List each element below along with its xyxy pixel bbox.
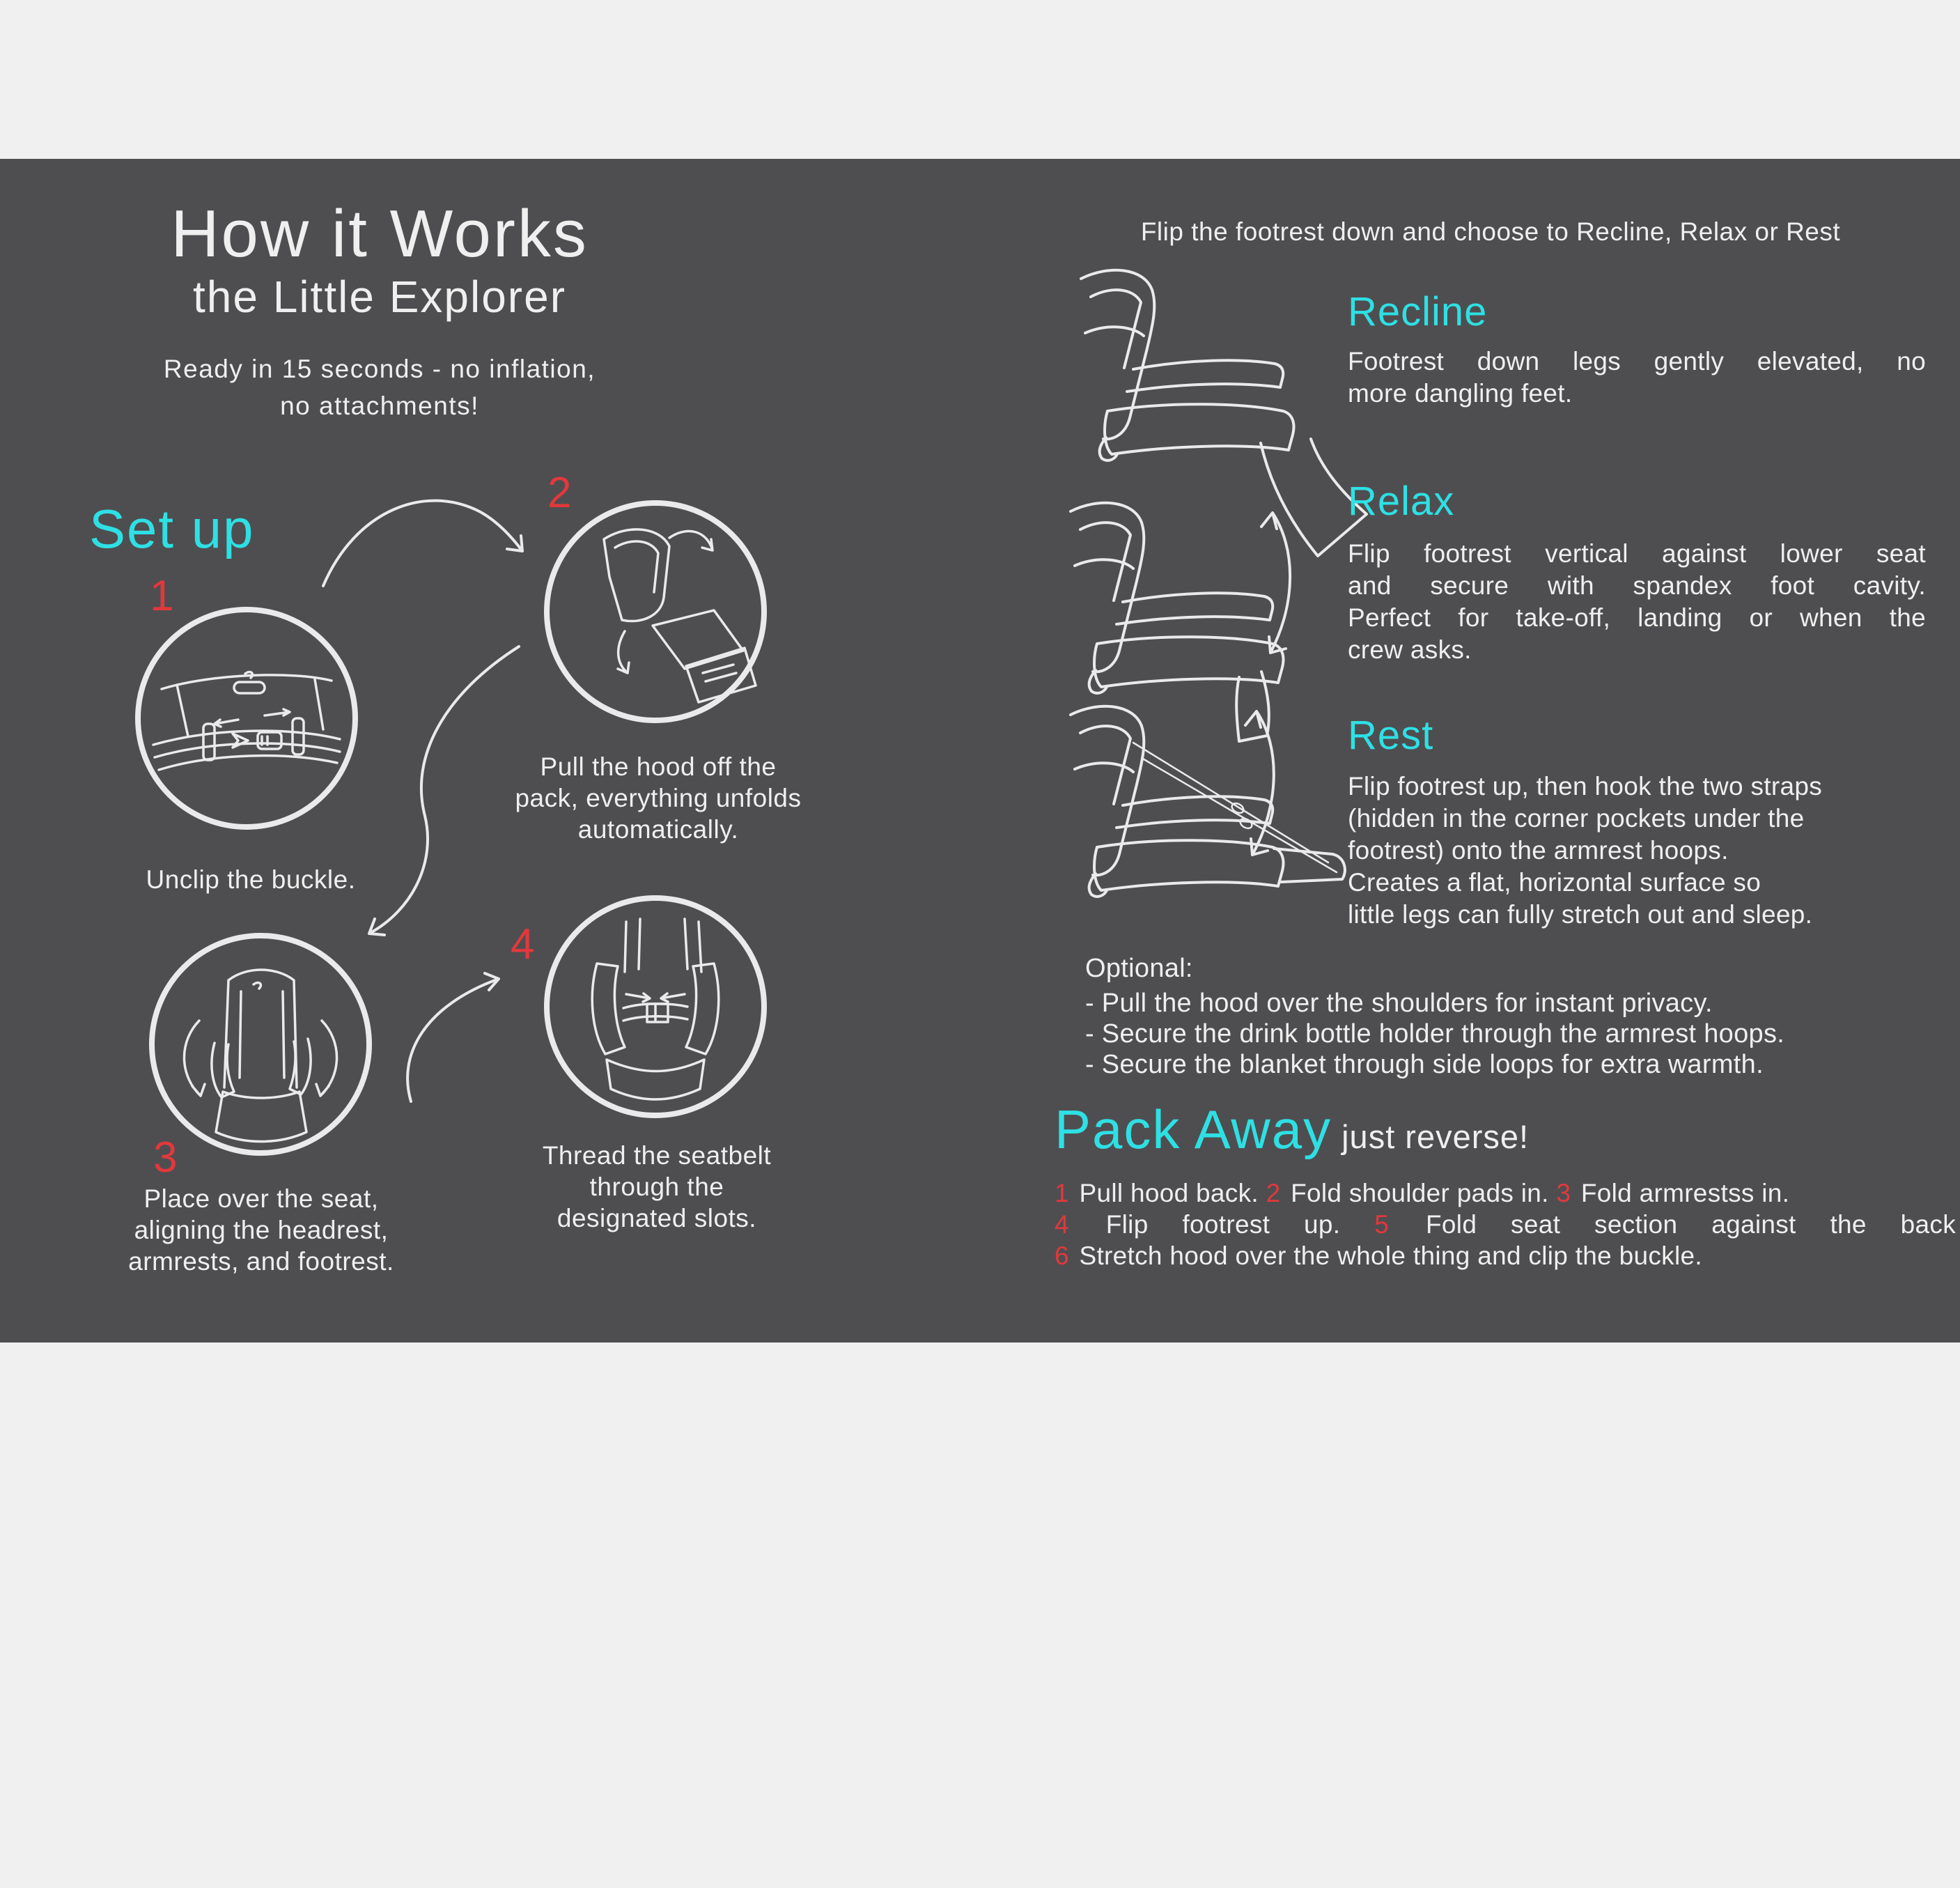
pack-away-heading: Pack Away (1055, 1099, 1332, 1160)
hood-unfold-illustration (537, 493, 774, 730)
page-title: How it Works (171, 196, 589, 271)
seat-rest-sketch (1071, 706, 1345, 897)
arrow-recline-relax-icon (1261, 513, 1290, 653)
seatbelt-illustration (537, 888, 774, 1125)
arrow-step1-to-step2-icon (306, 476, 543, 601)
rest-heading: Rest (1348, 713, 1434, 758)
rest-text: Flip footrest up, then hook the two straps (hidden in the corner pockets under the footrest) onto the armrest hoops. Creates a flat, horizontal surface so little legs can fully stretch out and sleep. (1348, 772, 1823, 929)
pack-away-line3: 6 Stretch hood over the whole thing and clip the buckle. (1055, 1241, 1702, 1270)
arrow-step3-to-step4-icon (387, 950, 547, 1124)
setup-heading: Set up (89, 498, 255, 559)
step1-caption: Unclip the buckle. (146, 865, 356, 894)
tagline-line2: no attachments! (280, 392, 479, 421)
seat-recline-sketch (1081, 270, 1367, 556)
dark-panel (0, 159, 1960, 1343)
tagline-line1: Ready in 15 seconds - no inflation, (163, 354, 596, 383)
title-block (101, 196, 658, 425)
pack-away-line2: 4 Flip footrest up. 5 Fold seat section against the back (1055, 1210, 1956, 1239)
modes-header: Flip the footrest down and choose to Recline, Relax or Rest (1140, 217, 1841, 246)
pack-away-subheading: just reverse! (1341, 1118, 1530, 1155)
optional-item: - Secure the blanket through side loops for extra warmth. (1085, 1050, 1764, 1079)
step4-caption: Thread the seatbelt through the designated slots. (542, 1141, 772, 1233)
step-number-1: 1 (150, 572, 174, 620)
optional-item: - Pull the hood over the shoulders for instant privacy. (1085, 989, 1713, 1018)
recline-text: Footrest down legs gently elevated, no more dangling feet. (1348, 347, 1926, 408)
step-number-3: 3 (153, 1133, 178, 1182)
step-number-2: 2 (547, 469, 572, 517)
pack-away-steps (1055, 1177, 1956, 1271)
pack-away-heading-row (1055, 1098, 1529, 1161)
step-number-4: 4 (511, 920, 535, 968)
page-subtitle: the Little Explorer (192, 271, 567, 322)
optional-item: - Secure the drink bottle holder through the armrest hoops. (1085, 1019, 1785, 1049)
step3-caption: Place over the seat, aligning the headrest, armrests, and footrest. (128, 1184, 394, 1276)
arrow-step2-to-step3-icon (326, 638, 556, 966)
step2-caption: Pull the hood off the pack, everything unfolds automatically. (515, 752, 802, 844)
optional-block (1085, 953, 1959, 1080)
optional-heading: Optional: (1085, 954, 1193, 983)
relax-heading: Relax (1348, 479, 1455, 524)
relax-text: Flip footrest vertical against lower seat and secure with spandex foot cavity. Perfect for take-off, landing or when the crew asks. (1348, 539, 1926, 664)
pack-away-line1: 1 Pull hood back. 2 Fold shoulder pads in. 3 Fold armrestss in. (1055, 1179, 1790, 1207)
tagline (101, 350, 658, 425)
recline-heading: Recline (1348, 289, 1488, 334)
brand-logo-icon (254, 983, 260, 989)
